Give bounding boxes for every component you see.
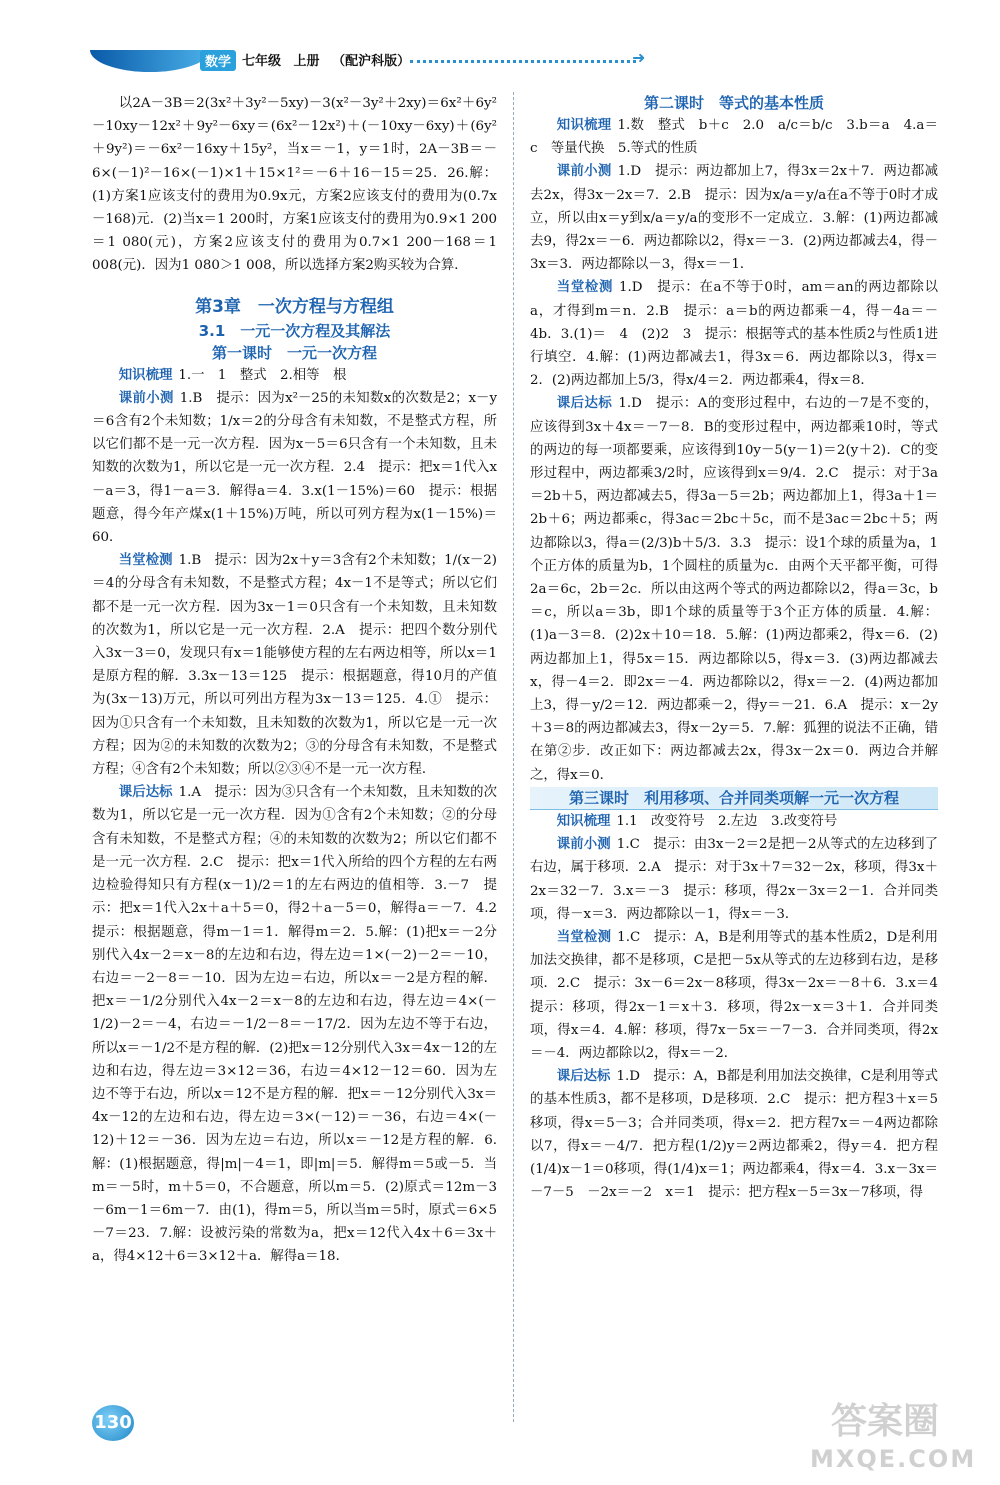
answer-text: 1.C 提示：由3x－2＝2是把－2从等式的左边移到了右边，属于移项．2.A 提示：对于3x＋7＝32－2x，移项，得3x＋2x＝32－7．3.x＝－3 提示：移项，得2x－3x＝2－1．合并同类项，得－x＝3．两边都除以－1，得x＝－3． — [530, 837, 939, 922]
header-meta — [242, 50, 418, 69]
answer-block — [530, 114, 938, 160]
arrow-right-icon: ➜ — [632, 48, 646, 67]
answer-paragraph: 以2A－3B＝2(3x²＋3y²－5xy)－3(x²－3y²＋2xy)＝6x²＋6y²－10xy－12x²＋9y²－6xy＝(6x²－12x²)＋(－10xy－6xy)＋(6y²＋9y²)＝－6x²－16xy＋15y²，当x＝－1，y＝1时，2A－3B＝－6×(－1)²－16×(－1)×1＋15×1²＝－6＋16－15＝25．26.解：(1)方案1应该支付的费用为0.9x元，方案2应该支付的费用为(0.7x－168)元．(2)当x＝1 200时，方案1应该支付的费用为0.9×1 200＝1 080(元)，方案2应该支付的费用为0.7×1 200－168＝1 008(元)．因为1 080＞1 008，所以选择方案2购买较为合算． — [92, 96, 497, 274]
section-tag: 课后达标 — [118, 785, 173, 801]
answer-block — [92, 387, 497, 549]
answer-block — [530, 160, 938, 276]
lesson-heading: 第一课时 一元一次方程 — [211, 343, 377, 362]
answer-block — [92, 549, 497, 781]
answer-block — [530, 1065, 938, 1204]
watermark-logo — [810, 1400, 977, 1480]
section-tag: 知识梳理 — [118, 367, 173, 383]
chapter-heading: 第3章 一次方程与方程组 — [195, 296, 394, 317]
section-tag: 当堂检测 — [556, 280, 614, 296]
section-tag: 知识梳理 — [556, 118, 612, 133]
left-column — [92, 92, 511, 1269]
section-tag: 课前小测 — [556, 837, 611, 853]
volume-label: 上册 — [293, 54, 320, 69]
section-tag: 当堂检测 — [118, 553, 173, 569]
answer-text: 1.D 提示：两边都加上7，得3x＝2x＋7．两边都减去2x，得3x－2x＝7．2.B 提示：因为x/a＝y/a在a不等于0时才成立，所以由x＝y到x/a＝y/a的变形不一定成立．3.解：(1)两边都减去9，得2x＝－6．两边都除以2，得x＝－3．(2)两边都减去4，得－3x＝3．两边都除以－3，得x＝－1． — [530, 164, 938, 273]
header-swoosh — [90, 50, 210, 72]
answer-block — [530, 810, 938, 833]
edition-label: （配沪科版） — [332, 54, 411, 69]
answer-block — [530, 926, 952, 1065]
answer-text: 1.一 1 整式 2.相等 根 — [178, 367, 347, 383]
section-tag: 课后达标 — [556, 1069, 611, 1085]
answer-text: 1.D 提示：A的变形过程中，右边的－7是不变的，应该得到3x＋4x＝－7－8．B的变形过程中，两边都乘10时，等式的两边的每一项都要乘，应该得到10y－5(y－1)＝2(y＋2)．C的变形过程中，两边都乘3/2时，应该得到x＝9/4．2.C 提示：对于3a＝2b＋5，两边都减去5，得3a－5＝2b；两边都加上1，得3a＋1＝2b＋6；两边都乘c，得3ac＝2bc＋5c，而不是3ac＝2bc＋5；两边都除以3，得a＝(2/3)b＋5/3．3.3 提示：设1个球的质量为a，1个正方体的质量为b，1个圆柱的质量为c．由两个天平都平衡，可得2a＝6c，2b＝2c．所以由这两个等式的两边都除以2，得a＝3c，b＝c，所以a＝3b，即1个球的质量等于3个正方体的质量．4.解：(1)a－3＝8．(2)2x＋10＝18．5.解：(1)两边都乘2，得x＝6．(2)两边都加上1，得5x＝15．两边都除以5，得x＝3．(3)两边都减去x，得－4＝2．即2x＝－4．两边都除以2，得x＝－2．(4)两边都加上3，得－y/2＝12．两边都乘－2，得y＝－21．6.A 提示：x－2y＋3＝8的两边都减去3，得x－2y＝5．7.解：狐狸的说法不正确，错在第②步．改正如下：两边都减去2x，得3x－2x＝0．两边合并解之，得x＝0． — [530, 396, 939, 783]
section-tag: 课前小测 — [556, 164, 612, 180]
section-tag: 课后达标 — [556, 396, 613, 412]
answer-block — [92, 364, 497, 387]
column-divider — [513, 92, 514, 1422]
subject-badge: 数学 — [200, 50, 236, 71]
answer-text: 1.D 提示：在a不等于0时，am＝an的两边都除以a，才得到m＝n．2.B 提示：a＝b的两边都乘－4，得－4a＝－4b．3.(1)＝ 4 (2)2 3 提示：根据等式的基本性质2与性质1进行填空．4.解：(1)两边都减去1，得3x＝6．两边都除以3，得x＝2．(2)两边都加上5/3，得x/4＝2．两边都乘4，得x＝8． — [530, 280, 938, 389]
section-tag: 课前小测 — [118, 390, 174, 406]
answer-text: 1.A 提示：因为③只含有一个未知数，且未知数的次数为1，所以它是一元一次方程．因为①含有2个未知数；②的分母含有未知数，不是整式方程；④的未知数的次数为2；所以它们都不是一元一次方程．2.C 提示：把x＝1代入所给的四个方程的左右两边检验得知只有方程(x－1)/2＝1的左右两边的值相等．3.－7 提示：把x＝1代入2x＋a＋5＝0，得2＋a－5＝0，解得a＝－7．4.2 提示：根据题意，得m－1＝1．解得m＝2．5.解：(1)把x＝－2分别代入4x－2＝x－8的左边和右边，得左边＝1×(－2)－2＝－10，右边＝－2－8＝－10．因为左边＝右边，所以x＝－2是方程的解．把x＝－1/2分别代入4x－2＝x－8的左边和右边，得左边＝4×(－1/2)－2＝－4，右边＝－1/2－8＝－17/2．因为左边不等于右边，所以x＝－1/2不是方程的解．(2)把x＝12分别代入3x＝4x－12的左边和右边，得左边＝3×12＝36，右边＝4×12－12＝60．因为左边不等于右边，所以x＝12不是方程的解．把x＝－12分别代入3x＝4x－12的左边和右边，得左边＝3×(－12)＝－36，右边＝4×(－12)＋12＝－36．因为左边＝右边，所以x＝－12是方程的解．6.解：(1)根据题意，得|m|－4＝1，即|m|＝5．解得m＝5或－5．当m＝－5时，m＋5＝0，不合题意，所以m＝5．(2)原式＝12m－3－6m－1＝6m－7．由(1)，得m＝5，所以当m＝5时，原式＝6×5－7＝23．7.解：设被污染的常数为a，把x＝12代入4x＋6＝3x＋a，得4×12＋6＝3×12＋a．解得a＝18． — [92, 785, 511, 1265]
section-heading: 3.1 一元一次方程及其解法 — [198, 321, 391, 340]
answer-block — [530, 392, 938, 786]
answer-block — [530, 833, 938, 926]
section-tag: 当堂检测 — [556, 929, 612, 945]
lesson-heading: 第三课时 利用移项、合并同类项解一元一次方程 — [530, 787, 938, 810]
watermark-text: 答案圈 — [830, 1401, 939, 1442]
answer-text: 1.B 提示：因为x²－25的未知数x的次数是2；x－y＝6含有2个未知数；1/x＝2的分母含有未知数，不是整式方程，所以它们都不是一元一次方程．因为x－5＝6只含有一个未知数，且未知数的次数为1，所以它是一元一次方程．2.4 提示：把x＝1代入x－a＝3，得1－a＝3．解得a＝4．3.x(1－15%)＝60 提示：根据题意，得今年产煤x(1＋15%)万吨，所以可列方程为x(1－15%)＝60． — [92, 390, 498, 546]
answer-block — [92, 781, 511, 1268]
section-tag: 知识梳理 — [556, 813, 611, 829]
header-dotted-line — [410, 60, 636, 63]
answer-text: 1.数 整式 b＋c 2.0 a/c＝b/c 3.b＝a 4.a＝c 等量代换 5.等式的性质 — [530, 118, 939, 157]
answer-text: 1.B 提示：因为2x＋y＝3含有2个未知数；1/(x－2)＝4的分母含有未知数，不是整式方程；4x－1不是等式；所以它们都不是一元一次方程．因为3x－1＝0只含有一个未知数，且未知数的次数为1，所以它是一元一次方程．2.A 提示：把四个数分别代入3x－3＝0，发现只有x＝1能够使方程的左右两边相等，所以x＝1是原方程的解．3.3x－13＝125 提示：根据题意，得10月的产值为(3x－13)万元，所以可列出方程为3x－13＝125．4.① 提示：因为①只含有一个未知数，且未知数的次数为1，所以它是一元一次方程；因为②的未知数的次数为2；③的分母含有未知数，不是整式方程；④含有2个未知数；所以②③④不是一元一次方程． — [92, 553, 498, 778]
grade-label: 七年级 — [242, 54, 282, 69]
watermark-url: MXQE.COM — [810, 1445, 977, 1473]
answer-text: 1.D 提示：A，B都是利用加法交换律，C是利用等式的基本性质3，都不是移项，D是移项．2.C 提示：把方程3＋x＝5移项，得x＝5－3；合并同类项，得x＝2．把方程7x＝－4两边都除以7，得x＝－4/7．把方程(1/2)y＝2两边都乘2，得y＝4．把方程(1/4)x－1＝0移项，得(1/4)x＝1；两边都乘4，得x＝4．3.x－3x＝－7－5 －2x＝－2 x＝1 提示：把方程x－5＝3x－7移项，得 — [530, 1069, 938, 1201]
answer-block — [530, 276, 938, 392]
lesson-heading: 第二课时 等式的基本性质 — [643, 94, 824, 112]
page-header — [90, 44, 650, 78]
page-number: 130 — [92, 1405, 134, 1441]
right-column — [530, 92, 952, 1204]
answer-text: 1.C 提示：A，B是利用等式的基本性质2，D是利用加法交换律，都不是移项，C是把－5x从等式的左边移到右边，是移项．2.C 提示：3x－6＝2x－8移项，得3x－2x＝－8＋6．3.x＝4 提示：移项，得2x－1＝x＋3．移项，得2x－x＝3＋1．合并同类项，得x＝4．4.解：移项，得7x－5x＝－7－3．合并同类项，得2x＝－4．两边都除以2，得x＝－2． — [530, 929, 952, 1061]
answer-text: 1.1 改变符号 2.左边 3.改变符号 — [616, 813, 838, 829]
